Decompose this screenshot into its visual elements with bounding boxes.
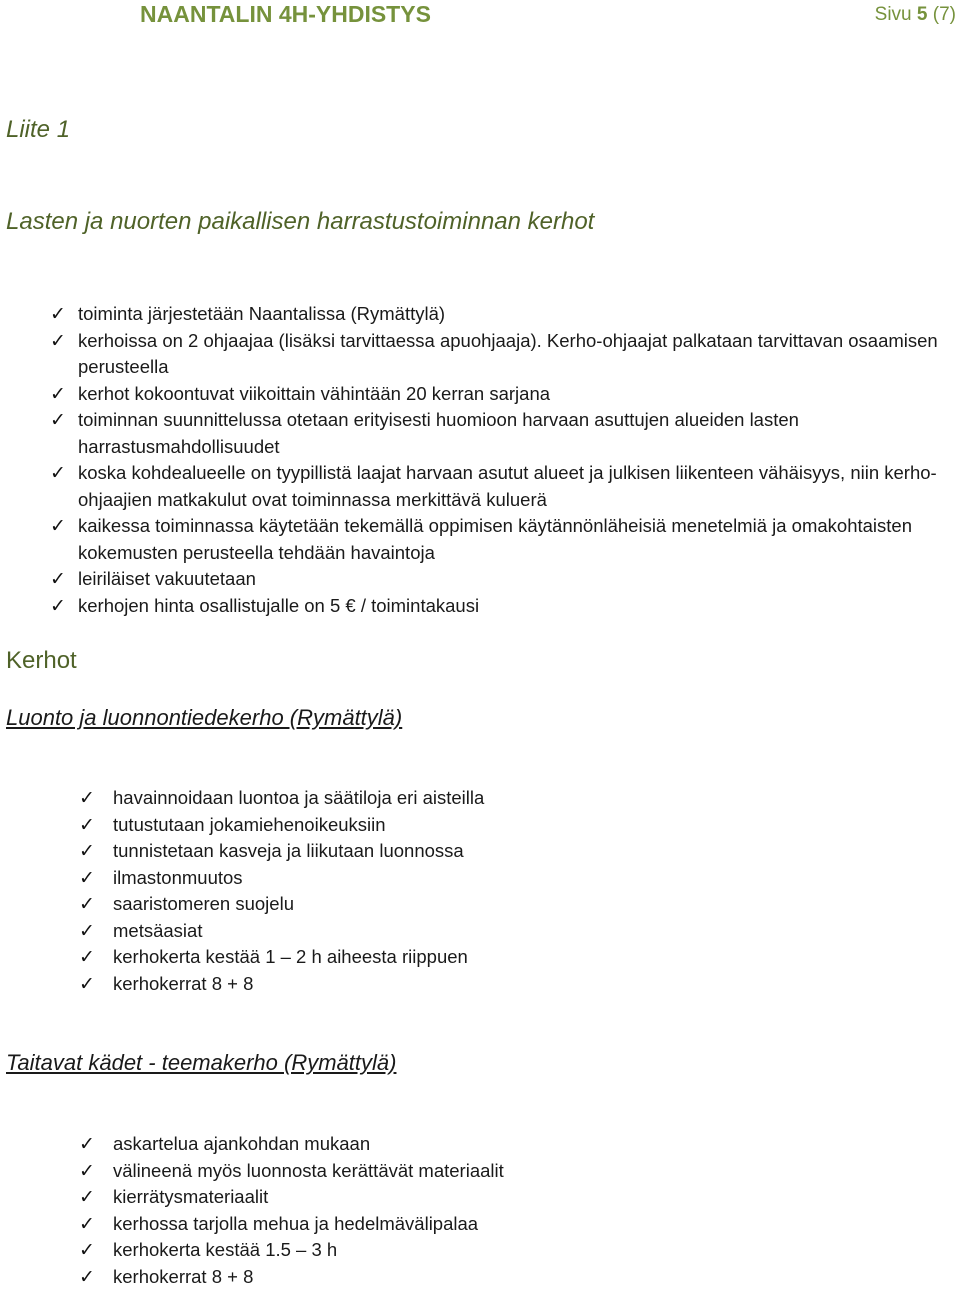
list-item: ✓ kierrätysmateriaalit xyxy=(113,1184,913,1211)
club-title-taitavat: Taitavat kädet - teemakerho (Rymättylä) xyxy=(6,1048,396,1078)
club-title-luonto: Luonto ja luonnontiedekerho (Rymättylä) xyxy=(6,703,402,733)
club-checklist-taitavat xyxy=(113,1131,913,1290)
appendix-title: Liite 1 xyxy=(6,115,70,145)
checkmark-icon: ✓ xyxy=(79,1211,95,1238)
checkmark-icon: ✓ xyxy=(79,971,95,998)
list-item: ✓ kerhokerta kestää 1.5 – 3 h xyxy=(113,1237,913,1264)
list-item: ✓ kerhokerrat 8 + 8 xyxy=(113,971,913,998)
checkmark-icon: ✓ xyxy=(79,1158,95,1185)
main-checklist xyxy=(78,301,938,619)
checkmark-icon: ✓ xyxy=(50,593,66,620)
list-item: ✓ koska kohdealueelle on tyypillistä laajat harvaan asutut alueet ja julkisen liikenteen vähäisyys, niin kerho-ohjaajien matkakulut ovat toiminnassa merkittävä kuluerä xyxy=(78,460,938,513)
checkmark-icon: ✓ xyxy=(50,407,66,434)
checkmark-icon: ✓ xyxy=(79,812,95,839)
checkmark-icon: ✓ xyxy=(50,381,66,408)
list-item: ✓ ilmastonmuutos xyxy=(113,865,913,892)
checkmark-icon: ✓ xyxy=(79,1237,95,1264)
club-checklist-luonto xyxy=(113,785,913,997)
page-current: 5 xyxy=(917,4,928,25)
list-item: ✓ kaikessa toiminnassa käytetään tekemällä oppimisen käytännönläheisiä menetelmiä ja omakohtaisten kokemusten perusteella tehdään havaintoja xyxy=(78,513,938,566)
checkmark-icon: ✓ xyxy=(79,918,95,945)
checkmark-icon: ✓ xyxy=(50,513,66,540)
checkmark-icon: ✓ xyxy=(79,785,95,812)
list-item: ✓ toiminta järjestetään Naantalissa (Rymättylä) xyxy=(78,301,938,328)
checkmark-icon: ✓ xyxy=(79,944,95,971)
list-item: ✓ kerhojen hinta osallistujalle on 5 € / toimintakausi xyxy=(78,593,938,620)
list-item: ✓ välineenä myös luonnosta kerättävät materiaalit xyxy=(113,1158,913,1185)
main-title: Lasten ja nuorten paikallisen harrastustoiminnan kerhot xyxy=(6,207,594,237)
checkmark-icon: ✓ xyxy=(79,838,95,865)
checkmark-icon: ✓ xyxy=(79,891,95,918)
checkmark-icon: ✓ xyxy=(79,1131,95,1158)
checkmark-icon: ✓ xyxy=(50,328,66,355)
list-item: ✓ tunnistetaan kasveja ja liikutaan luonnossa xyxy=(113,838,913,865)
organization-name: NAANTALIN 4H-YHDISTYS xyxy=(140,0,431,28)
list-item: ✓ havainnoidaan luontoa ja säätiloja eri aisteilla xyxy=(113,785,913,812)
list-item: ✓ kerhossa tarjolla mehua ja hedelmävälipalaa xyxy=(113,1211,913,1238)
checkmark-icon: ✓ xyxy=(50,566,66,593)
checkmark-icon: ✓ xyxy=(79,1264,95,1290)
list-item: ✓ kerhot kokoontuvat viikoittain vähintään 20 kerran sarjana xyxy=(78,381,938,408)
list-item: ✓ kerhoissa on 2 ohjaajaa (lisäksi tarvittaessa apuohjaaja). Kerho-ohjaajat palkataan tarvittavan osaamisen perusteella xyxy=(78,328,938,381)
list-item: ✓ leiriläiset vakuutetaan xyxy=(78,566,938,593)
list-item: ✓ askartelua ajankohdan mukaan xyxy=(113,1131,913,1158)
page-prefix: Sivu xyxy=(875,4,912,25)
list-item: ✓ kerhokerta kestää 1 – 2 h aiheesta riippuen xyxy=(113,944,913,971)
checkmark-icon: ✓ xyxy=(50,301,66,328)
checkmark-icon: ✓ xyxy=(79,1184,95,1211)
list-item: ✓ tutustutaan jokamiehenoikeuksiin xyxy=(113,812,913,839)
list-item: ✓ kerhokerrat 8 + 8 xyxy=(113,1264,913,1290)
section-title-kerhot: Kerhot xyxy=(6,646,77,676)
list-item: ✓ toiminnan suunnittelussa otetaan erityisesti huomioon harvaan asuttujen alueiden lasten harrastusmahdollisuudet xyxy=(78,407,938,460)
list-item: ✓ saaristomeren suojelu xyxy=(113,891,913,918)
checkmark-icon: ✓ xyxy=(79,865,95,892)
checkmark-icon: ✓ xyxy=(50,460,66,487)
list-item: ✓ metsäasiat xyxy=(113,918,913,945)
page-total: (7) xyxy=(933,4,956,25)
page-number xyxy=(875,2,956,28)
